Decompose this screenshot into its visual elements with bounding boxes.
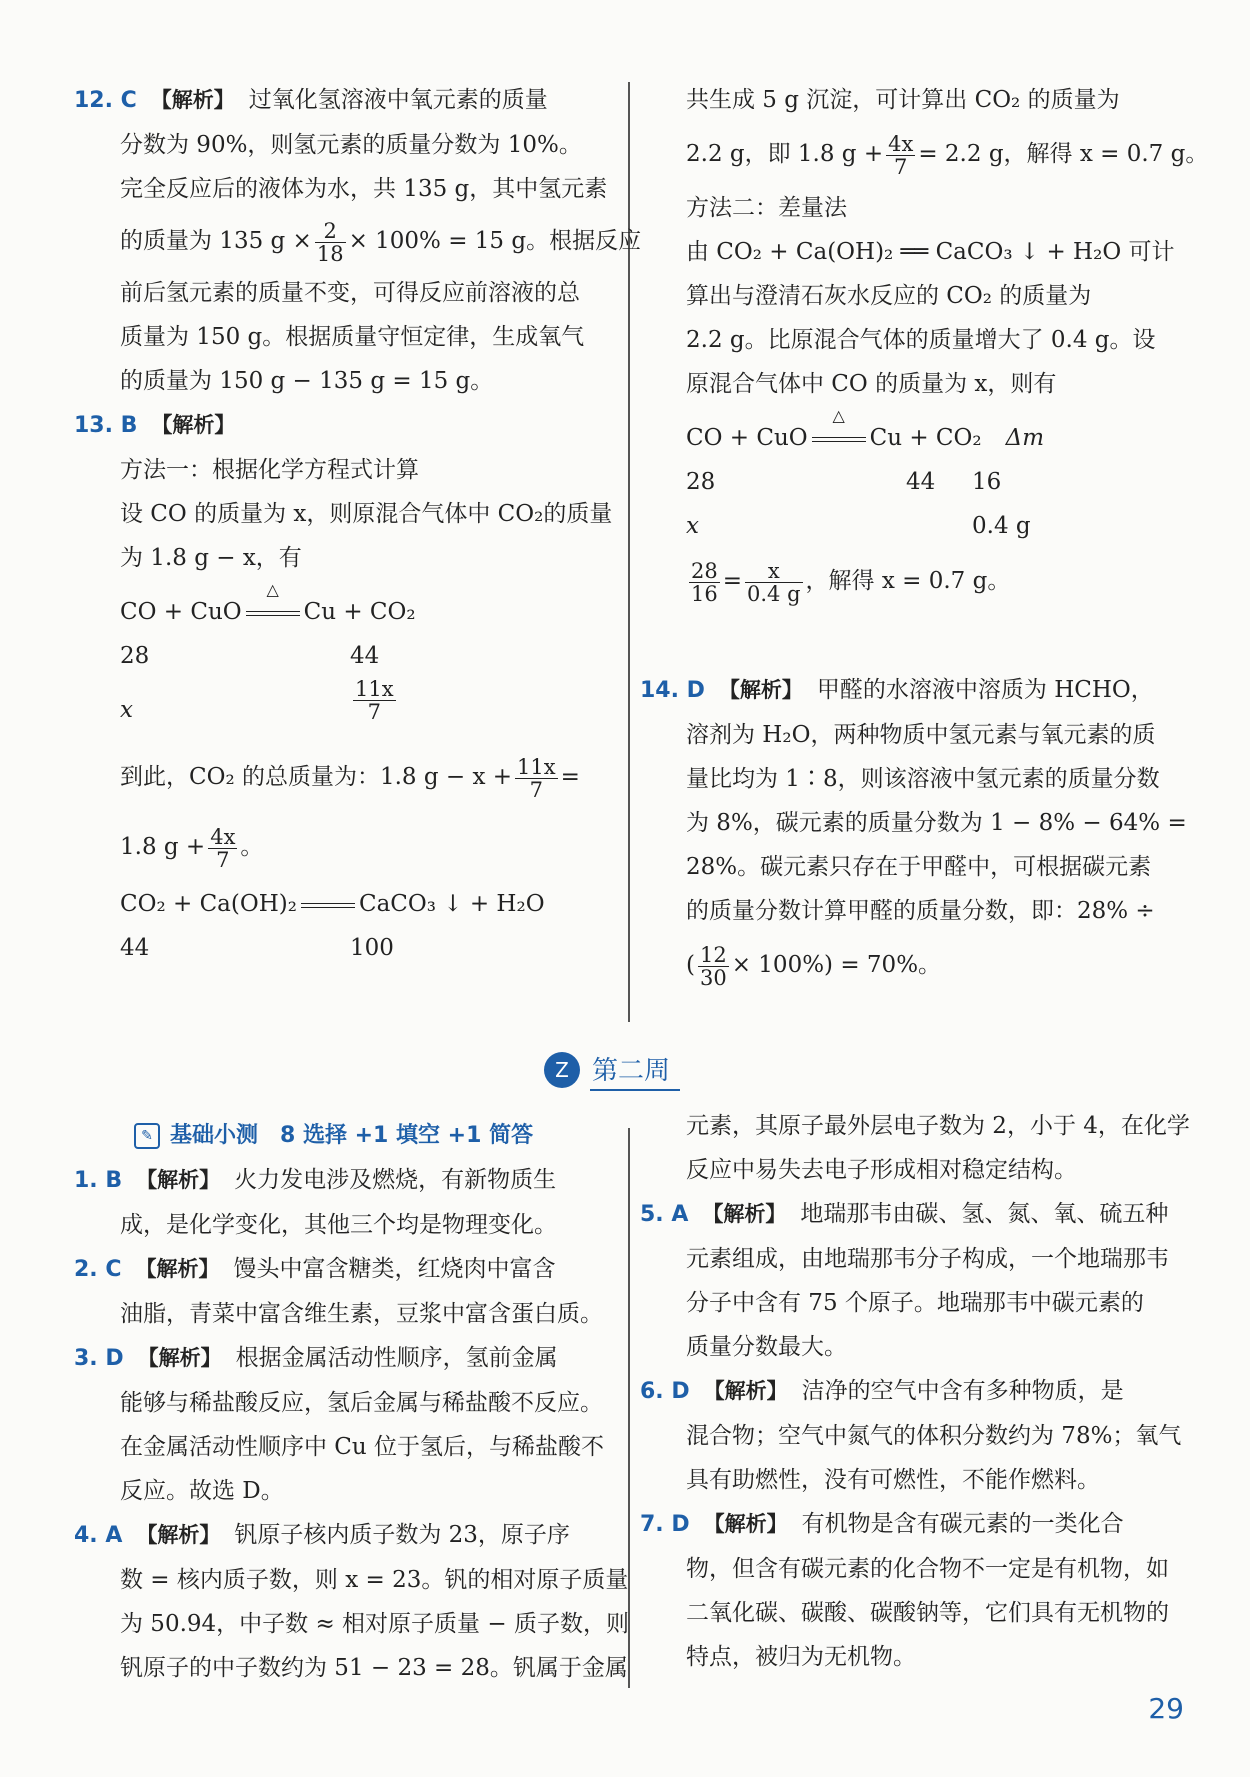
- text-line: 特点，被归为无机物。: [686, 1644, 916, 1670]
- question-number: 13. B: [74, 413, 138, 438]
- section-heading: ✎ 基础小测 8 选择 +1 填空 +1 简答: [74, 1114, 620, 1158]
- equation-1: [74, 580, 620, 634]
- text-line: 算出与澄清石灰水反应的 CO₂ 的质量为: [686, 283, 1092, 309]
- numerator: 2: [315, 220, 346, 243]
- value: x: [120, 697, 133, 723]
- text-line: 分数为 90%，则氢元素的质量分数为 10%。: [120, 132, 582, 158]
- text-line: 二氧化碳、碳酸、碳酸钠等，它们具有无机物的: [686, 1600, 1169, 1626]
- question-1: 1. B 【解析】 火力发电涉及燃烧，有新物质生: [74, 1167, 557, 1193]
- question-number: 12. C: [74, 88, 137, 113]
- top-right-column: [686, 78, 1209, 614]
- text-line: 混合物；空气中氮气的体积分数约为 78%；氧气: [686, 1423, 1182, 1449]
- text-line: 原混合气体中 CO 的质量为 x，则有: [686, 371, 1057, 397]
- text-line: 钒原子的中子数约为 51 − 23 = 28。钒属于金属: [120, 1655, 628, 1681]
- text-line: 量比均为 1∶8，则该溶液中氢元素的质量分数: [686, 766, 1160, 792]
- question-2: 2. C 【解析】 馒头中富含糖类，红烧肉中富含: [74, 1256, 556, 1282]
- text-line: 反应。故选 D。: [120, 1478, 284, 1504]
- text-line: 物，但含有碳元素的化合物不一定是有机物，如: [686, 1556, 1169, 1582]
- text-line: 成，是化学变化，其他三个均是物理变化。: [120, 1212, 557, 1238]
- pencil-icon: ✎: [134, 1123, 160, 1149]
- top-left-column: [74, 78, 642, 970]
- text-line: 前后氢元素的质量不变，可得反应前溶液的总: [120, 280, 580, 306]
- text-line: 油脂，青菜中富含维生素，豆浆中富含蛋白质。: [120, 1301, 603, 1327]
- question-number: 14. D: [640, 678, 705, 703]
- question-13: [74, 403, 620, 448]
- question-7: 7. D 【解析】 有机物是含有碳元素的一类化合: [640, 1511, 1124, 1537]
- formula-line: ( $\frac{12}{30}$ × 100%) = 70%。: [686, 942, 942, 990]
- ratio-row: 44 100: [120, 935, 394, 961]
- condition-heat: △: [808, 416, 870, 460]
- page-number: 29: [1148, 1692, 1184, 1725]
- text-line: 质量为 150 g。根据质量守恒定律，生成氧气: [120, 324, 585, 350]
- week-title: 第二周: [590, 1050, 680, 1091]
- formula-line: 2.2 g，即 1.8 g + $\frac{4x}{7}$ = 2.2 g，解得 x = 0.7 g。: [686, 131, 1209, 179]
- fraction: $\frac{4x}{7}$: [888, 131, 914, 179]
- fraction: $\frac{x}{0.4 g}$: [747, 558, 801, 606]
- question-6: 6. D 【解析】 洁净的空气中含有多种物质，是: [640, 1378, 1124, 1404]
- equation-3: CO + CuO △ Cu + CO₂ Δm: [686, 416, 1186, 460]
- text-line: 为 8%，碳元素的质量分数为 1 − 8% − 64% =: [686, 810, 1187, 836]
- text: × 100% = 15 g。根据反应: [348, 228, 642, 254]
- reactants: CO + CuO: [120, 599, 242, 625]
- text-line: 在金属活动性顺序中 Cu 位于氢后，与稀盐酸不: [120, 1434, 605, 1460]
- text-line: 28%。碳元素只存在于甲醛中，可根据碳元素: [686, 854, 1152, 880]
- denominator: 18: [316, 241, 344, 266]
- equation-2: CO₂ + Ca(OH)₂ CaCO₃ ↓ + H₂O: [120, 891, 545, 917]
- week-icon: Z: [544, 1052, 580, 1088]
- question-3: 3. D 【解析】 根据金属活动性顺序，氢前金属: [74, 1345, 558, 1371]
- bottom-right-column: [640, 1104, 1190, 1679]
- question-4: 4. A 【解析】 钒原子核内质子数为 23，原子序: [74, 1522, 570, 1548]
- analysis-tag: 【解析】: [718, 678, 803, 702]
- question-12: [74, 78, 620, 123]
- text-line: 设 CO 的质量为 x，则原混合气体中 CO₂的质量: [120, 501, 613, 527]
- text-line: 反应中易失去电子形成相对稳定结构。: [686, 1157, 1077, 1183]
- question-14: [640, 668, 1186, 713]
- value: 28: [120, 643, 150, 669]
- bottom-left-column: [74, 1123, 629, 1690]
- text-line: 共生成 5 g 沉淀，可计算出 CO₂ 的质量为: [686, 87, 1120, 113]
- text-line: 为 50.94，中子数 ≈ 相对原子质量 − 质子数，则: [120, 1611, 629, 1637]
- ratio-row: [74, 678, 620, 742]
- analysis-tag: 【解析】: [151, 413, 236, 437]
- result-line: $\frac{28}{16}$ = $\frac{x}{0.4 g}$ ，解得 x = 0.7 g。: [691, 558, 1011, 606]
- text-line: 的质量为 150 g − 135 g = 15 g。: [120, 368, 494, 394]
- equals-bar: [301, 903, 355, 908]
- text-line: 数 = 核内质子数，则 x = 23。钒的相对原子质量: [120, 1567, 629, 1593]
- sum-line-2: 1.8 g + $\frac{4x}{7}$ 。: [120, 824, 264, 872]
- delta-mass: Δm: [1005, 425, 1045, 451]
- text-line: 能够与稀盐酸反应，氢后金属与稀盐酸不反应。: [120, 1390, 603, 1416]
- text-line: 由 CO₂ + Ca(OH)₂ ══ CaCO₃ ↓ + H₂O 可计: [686, 239, 1175, 265]
- text-line: 完全反应后的液体为水，共 135 g，其中氢元素: [120, 176, 608, 202]
- text-line: 具有助燃性，没有可燃性，不能作燃料。: [686, 1467, 1100, 1493]
- fraction: $\frac{28}{16}$: [691, 558, 718, 606]
- text-line: 溶剂为 H₂O，两种物质中氢元素与氧元素的质: [686, 722, 1156, 748]
- analysis-tag: 【解析】: [150, 88, 235, 112]
- week-header: [544, 1050, 714, 1090]
- text-line: 2.2 g。比原混合气体的质量增大了 0.4 g。设: [686, 327, 1156, 353]
- products: Cu + CO₂: [303, 599, 416, 625]
- ratio-row: [74, 634, 620, 678]
- sum-line: 到此，CO₂ 的总质量为：1.8 g − x + $\frac{11x}{7}$ =: [120, 754, 580, 802]
- ratio-row: x 0.4 g: [686, 513, 1031, 539]
- text-line: 甲醛的水溶液中溶质为 HCHO，: [816, 677, 1154, 703]
- text-line: 分子中含有 75 个原子。地瑞那韦中碳元素的: [686, 1290, 1144, 1316]
- fraction: [315, 220, 346, 265]
- text-line: 质量分数最大。: [686, 1334, 847, 1360]
- text-line: 元素，其原子最外层电子数为 2，小于 4，在化学: [686, 1113, 1190, 1139]
- method-heading: 方法二：差量法: [686, 195, 847, 221]
- fraction: $\frac{12}{30}$: [699, 942, 727, 990]
- value: 44: [350, 643, 380, 669]
- method-heading: 方法一：根据化学方程式计算: [120, 457, 419, 483]
- question-5: 5. A 【解析】 地瑞那韦由碳、氢、氮、氧、硫五种: [640, 1201, 1169, 1227]
- fraction: $\frac{11x}{7}$: [355, 677, 394, 724]
- text: 的质量为 135 g ×: [120, 228, 312, 254]
- fraction: $\frac{11x}{7}$: [517, 754, 556, 802]
- condition-heat: △: [242, 590, 304, 634]
- ratio-row: 28 44 16: [686, 469, 1002, 495]
- question-14-block: [640, 668, 1186, 997]
- formula-line: [74, 211, 642, 271]
- text-line: 的质量分数计算甲醛的质量分数，即：28% ÷: [686, 898, 1155, 924]
- text-line: 过氧化氢溶液中氧元素的质量: [248, 87, 548, 113]
- text-line: 元素组成，由地瑞那韦分子构成，一个地瑞那韦: [686, 1246, 1169, 1272]
- fraction: $\frac{4x}{7}$: [210, 824, 236, 872]
- text-line: 为 1.8 g − x，有: [120, 545, 302, 571]
